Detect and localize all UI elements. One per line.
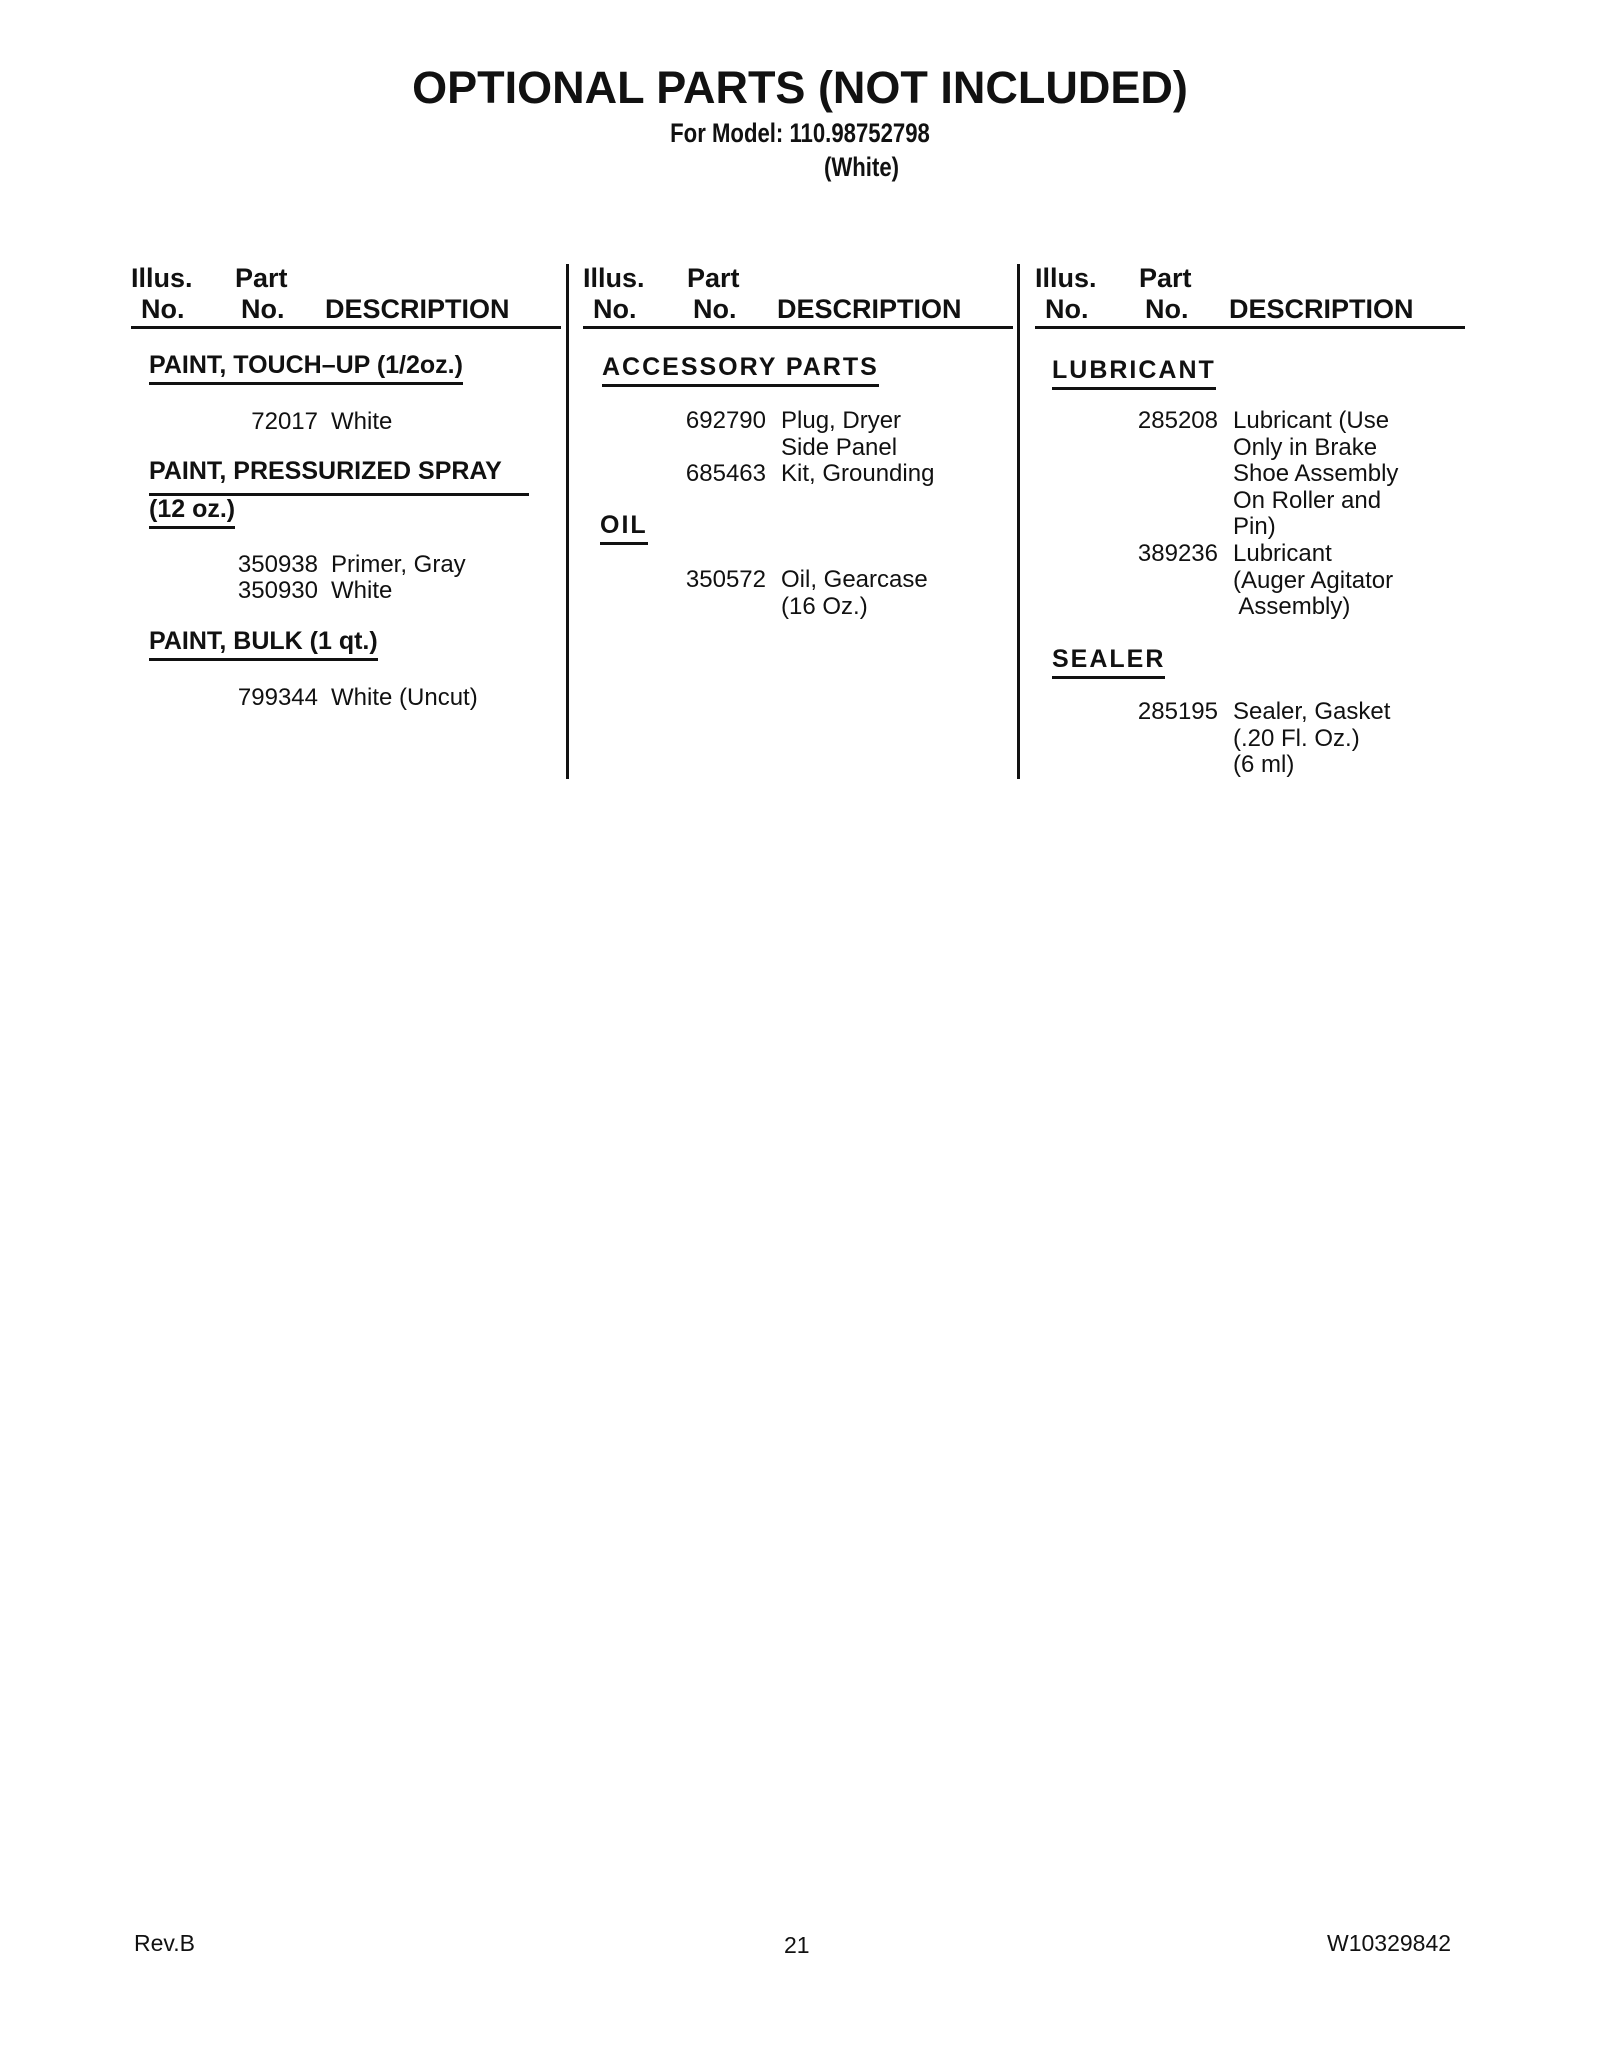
part-number: 285208 xyxy=(1137,407,1218,434)
illus-header: Illus. xyxy=(583,263,645,293)
part-number: 685463 xyxy=(685,460,766,487)
description-header: DESCRIPTION xyxy=(1229,294,1414,324)
illus-header: Illus. xyxy=(131,263,193,293)
part-number: 285195 xyxy=(1137,698,1218,725)
part-header: Part xyxy=(687,263,740,293)
part-no-header: No. xyxy=(693,294,737,324)
section-title: PAINT, PRESSURIZED SPRAY xyxy=(149,457,502,485)
part-number: 350938 xyxy=(237,551,318,578)
section-title: OIL xyxy=(600,510,648,545)
description-header: DESCRIPTION xyxy=(777,294,962,324)
part-description: Primer, Gray xyxy=(331,551,466,578)
section-title: PAINT, BULK (1 qt.) xyxy=(149,626,378,661)
section-title: (12 oz.) xyxy=(149,494,235,529)
illus-no-header: No. xyxy=(593,294,637,324)
part-description: Oil, Gearcase (16 Oz.) xyxy=(781,566,928,620)
illus-no-header: No. xyxy=(141,294,185,324)
part-description: White (Uncut) xyxy=(331,684,478,711)
model-line: For Model: 110.98752798 xyxy=(670,118,930,148)
part-header: Part xyxy=(1139,263,1192,293)
part-number: 350572 xyxy=(685,566,766,593)
header-rule xyxy=(131,326,561,329)
header-rule xyxy=(583,326,1013,329)
color-line: (White) xyxy=(824,152,900,182)
parts-column-1 xyxy=(131,262,571,782)
parts-column-3 xyxy=(1035,262,1475,782)
section-title: LUBRICANT xyxy=(1052,355,1216,390)
description-header: DESCRIPTION xyxy=(325,294,510,324)
part-header: Part xyxy=(235,263,288,293)
part-number: 72017 xyxy=(251,408,318,435)
part-number: 389236 xyxy=(1137,540,1218,567)
part-number: 350930 xyxy=(237,577,318,604)
illus-no-header: No. xyxy=(1045,294,1089,324)
section-title: SEALER xyxy=(1052,644,1165,679)
page-title: OPTIONAL PARTS (NOT INCLUDED) xyxy=(412,62,1188,113)
parts-column-2 xyxy=(583,262,1023,782)
part-description: Kit, Grounding xyxy=(781,460,935,487)
part-description: Plug, Dryer Side Panel xyxy=(781,407,902,461)
section-title: PAINT, TOUCH–UP (1/2oz.) xyxy=(149,350,463,385)
part-description: White xyxy=(331,408,393,435)
part-description: Lubricant (Auger Agitator Assembly) xyxy=(1233,540,1394,620)
part-number: 692790 xyxy=(685,407,766,434)
document-number: W10329842 xyxy=(1327,1930,1452,1956)
revision-label: Rev.B xyxy=(134,1930,195,1956)
header-rule xyxy=(1035,326,1465,329)
part-no-header: No. xyxy=(241,294,285,324)
illus-header: Illus. xyxy=(1035,263,1097,293)
column-divider xyxy=(1017,264,1020,779)
part-description: Sealer, Gasket (.20 Fl. Oz.) (6 ml) xyxy=(1233,698,1391,778)
page-number: 21 xyxy=(784,1932,810,1958)
column-divider xyxy=(566,264,569,779)
part-no-header: No. xyxy=(1145,294,1189,324)
part-description: White xyxy=(331,577,393,604)
part-number: 799344 xyxy=(237,684,318,711)
section-title: ACCESSORY PARTS xyxy=(602,352,879,387)
part-description: Lubricant (Use Only in Brake Shoe Assembly On Roller and Pin) xyxy=(1233,407,1399,540)
